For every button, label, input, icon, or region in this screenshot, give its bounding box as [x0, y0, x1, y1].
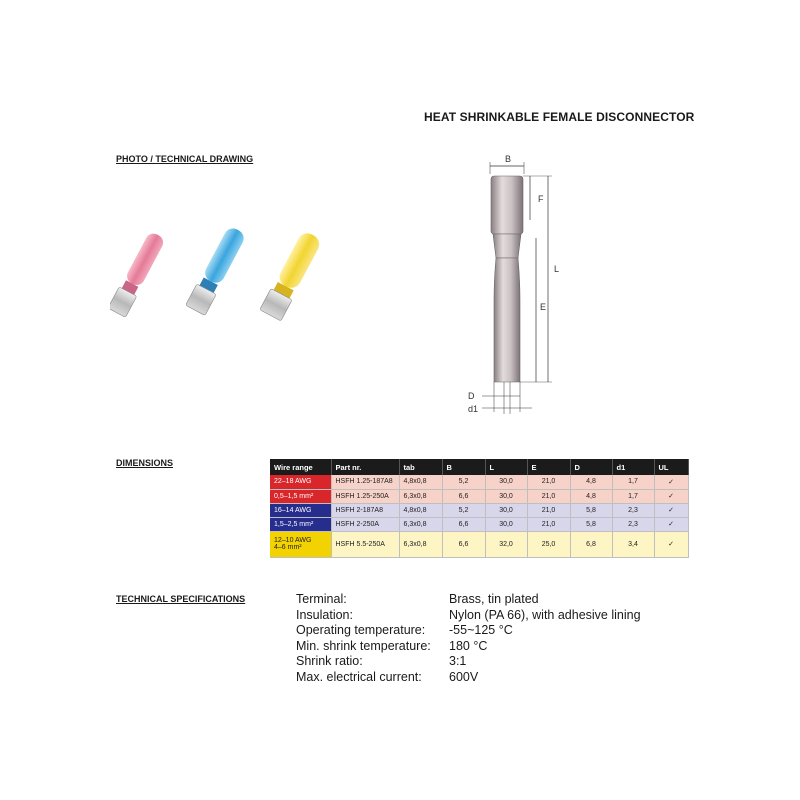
spec-key: Operating temperature:	[296, 623, 426, 637]
cell-d1: 2,3	[612, 517, 654, 531]
spec-value: 180 °C	[449, 638, 488, 653]
spec-terminal	[296, 592, 641, 608]
cell-d: 5,8	[570, 503, 612, 517]
col-d1: d1	[612, 459, 654, 475]
spec-key: Max. electrical current:	[296, 669, 422, 684]
cell-e: 21,0	[527, 475, 570, 489]
spec-key: Insulation:	[296, 607, 353, 622]
cell-wire-range: 0,5–1,5 mm²	[270, 489, 331, 503]
cell-wire-range: 16–14 AWG	[270, 503, 331, 517]
table-row	[270, 475, 688, 489]
check-icon: ✓	[654, 503, 688, 517]
cell-wire-range	[270, 531, 331, 557]
cell-b: 6,6	[442, 489, 485, 503]
specs-list	[296, 592, 641, 685]
col-d: D	[570, 459, 612, 475]
cell-b: 5,2	[442, 475, 485, 489]
cell-tab: 6,3x0,8	[399, 517, 442, 531]
cell-l: 32,0	[485, 531, 527, 557]
table-row	[270, 517, 688, 531]
col-ul: UL	[654, 459, 688, 475]
cell-wire-range: 22–18 AWG	[270, 475, 331, 489]
col-part-nr: Part nr.	[331, 459, 399, 475]
spec-min-shrink-temperature	[296, 639, 641, 655]
check-icon: ✓	[654, 489, 688, 503]
cell-d: 6,8	[570, 531, 612, 557]
col-tab: tab	[399, 459, 442, 475]
spec-value: 600V	[449, 669, 479, 684]
table-row	[270, 503, 688, 517]
spec-shrink-ratio	[296, 654, 641, 670]
cell-d: 4,8	[570, 475, 612, 489]
spec-operating-temperature	[296, 623, 641, 639]
spec-key: Shrink ratio:	[296, 654, 363, 668]
specs-section-label: TECHNICAL SPECIFICATIONS	[116, 594, 246, 604]
cell-tab: 6,3x0,8	[399, 489, 442, 503]
cell-part-nr: HSFH 5.5-250A	[331, 531, 399, 557]
dim-d-label: D	[468, 391, 475, 401]
wire-range-mm: 4–6 mm²	[274, 544, 302, 551]
table-row	[270, 531, 688, 557]
dim-l-label: L	[554, 264, 560, 274]
cell-tab: 4,8x0,8	[399, 503, 442, 517]
cell-b: 5,2	[442, 503, 485, 517]
spec-insulation	[296, 608, 641, 624]
dimensions-table	[270, 459, 689, 558]
cell-part-nr: HSFH 2-187A8	[331, 503, 399, 517]
spec-key: Terminal:	[296, 592, 347, 606]
cell-l: 30,0	[485, 475, 527, 489]
cell-l: 30,0	[485, 517, 527, 531]
col-wire-range: Wire range	[270, 459, 331, 475]
cell-part-nr: HSFH 1.25-250A	[331, 489, 399, 503]
cell-d: 5,8	[570, 517, 612, 531]
cell-d1: 2,3	[612, 503, 654, 517]
spec-key: Min. shrink temperature:	[296, 638, 431, 653]
cell-b: 6,6	[442, 531, 485, 557]
cell-l: 30,0	[485, 489, 527, 503]
photo-section-label: PHOTO / TECHNICAL DRAWING	[116, 154, 254, 164]
cell-e: 21,0	[527, 503, 570, 517]
technical-drawing	[460, 150, 570, 420]
spec-max-current	[296, 670, 641, 686]
cell-part-nr: HSFH 1.25-187A8	[331, 475, 399, 489]
cell-d1: 1,7	[612, 475, 654, 489]
col-l: L	[485, 459, 527, 475]
dim-f-label: F	[538, 194, 544, 204]
page-title: HEAT SHRINKABLE FEMALE DISCONNECTOR	[424, 110, 695, 124]
cell-e: 25,0	[527, 531, 570, 557]
check-icon: ✓	[654, 517, 688, 531]
spec-value: Brass, tin plated	[449, 592, 539, 606]
cell-l: 30,0	[485, 503, 527, 517]
dim-b-label: B	[505, 154, 512, 164]
table-header-row	[270, 459, 688, 475]
spec-value: Nylon (PA 66), with adhesive lining	[449, 607, 641, 622]
wire-range-awg: 12–10 AWG	[274, 537, 312, 544]
cell-tab: 6,3x0,8	[399, 531, 442, 557]
col-b: B	[442, 459, 485, 475]
dim-e-label: E	[540, 302, 547, 312]
spec-value: 3:1	[449, 654, 467, 668]
cell-d1: 1,7	[612, 489, 654, 503]
dim-d1-label: d1	[468, 404, 479, 414]
check-icon: ✓	[654, 531, 688, 557]
check-icon: ✓	[654, 475, 688, 489]
table-row	[270, 489, 688, 503]
product-photo	[110, 225, 350, 335]
dimensions-section-label: DIMENSIONS	[116, 458, 174, 468]
cell-tab: 4,8x0,8	[399, 475, 442, 489]
cell-d1: 3,4	[612, 531, 654, 557]
spec-value: -55~125 °C	[449, 623, 513, 637]
cell-part-nr: HSFH 2-250A	[331, 517, 399, 531]
cell-e: 21,0	[527, 517, 570, 531]
cell-e: 21,0	[527, 489, 570, 503]
cell-wire-range: 1,5–2,5 mm²	[270, 517, 331, 531]
cell-d: 4,8	[570, 489, 612, 503]
cell-b: 6,6	[442, 517, 485, 531]
col-e: E	[527, 459, 570, 475]
